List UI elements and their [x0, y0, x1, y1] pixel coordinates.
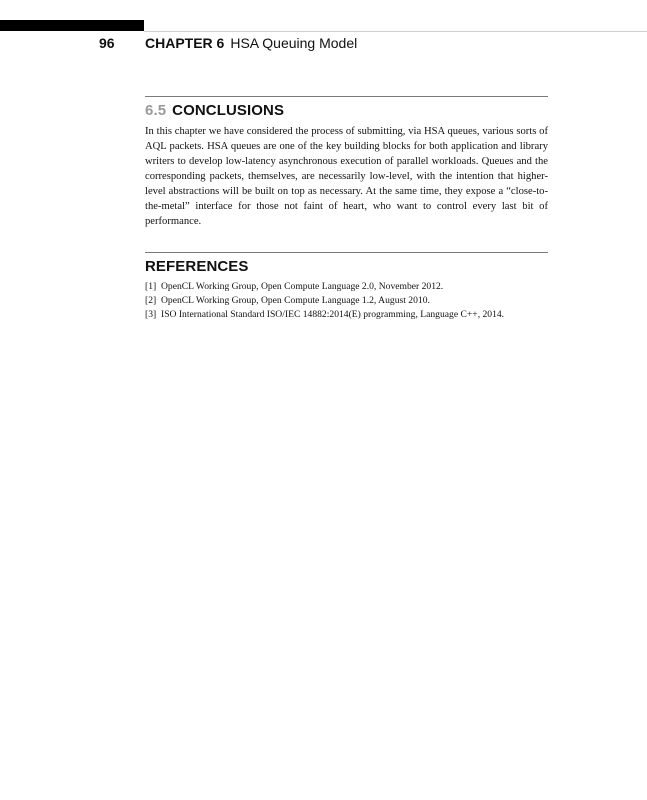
reference-item: [145, 308, 548, 322]
conclusions-paragraph: In this chapter we have considered the process of submitting, via HSA queues, various sorts of AQL packets. HSA queues are one of the key building blocks for both application and library writers to develop low-latency asynchronous execution of parallel workloads. Queues and the corresponding packets, themselves, are necessarily low-level, with the intention that higher-level abstractions will be built on top as necessary. At the same time, they expose a “close-to-the-metal” interface for those not faint of heart, who want to control every last bit of performance.: [145, 126, 548, 227]
section-number: 6.5: [145, 102, 167, 119]
reference-text: OpenCL Working Group, Open Compute Language 1.2, August 2010.: [161, 295, 430, 306]
running-head: [145, 35, 357, 51]
reference-list: [145, 280, 548, 322]
header-rule: [144, 31, 647, 32]
reference-text: OpenCL Working Group, Open Compute Language 2.0, November 2012.: [161, 281, 444, 292]
references-rule: [145, 252, 548, 253]
page-number: 96: [99, 35, 115, 51]
reference-item: [145, 280, 548, 294]
reference-text: ISO International Standard ISO/IEC 14882:2014(E) programming, Language C++, 2014.: [161, 309, 505, 320]
reference-index: [2]: [145, 295, 157, 306]
chapter-title: HSA Queuing Model: [230, 35, 358, 51]
section-heading: [145, 102, 548, 119]
conclusions-section: [145, 96, 548, 229]
reference-item: [145, 294, 548, 308]
references-section: [145, 252, 548, 322]
reference-index: [1]: [145, 281, 157, 292]
header-bar: [0, 20, 144, 31]
section-rule: [145, 96, 548, 97]
reference-index: [3]: [145, 309, 157, 320]
chapter-label: CHAPTER 6: [145, 35, 225, 51]
section-title: CONCLUSIONS: [172, 102, 285, 119]
references-heading: REFERENCES: [145, 258, 249, 275]
